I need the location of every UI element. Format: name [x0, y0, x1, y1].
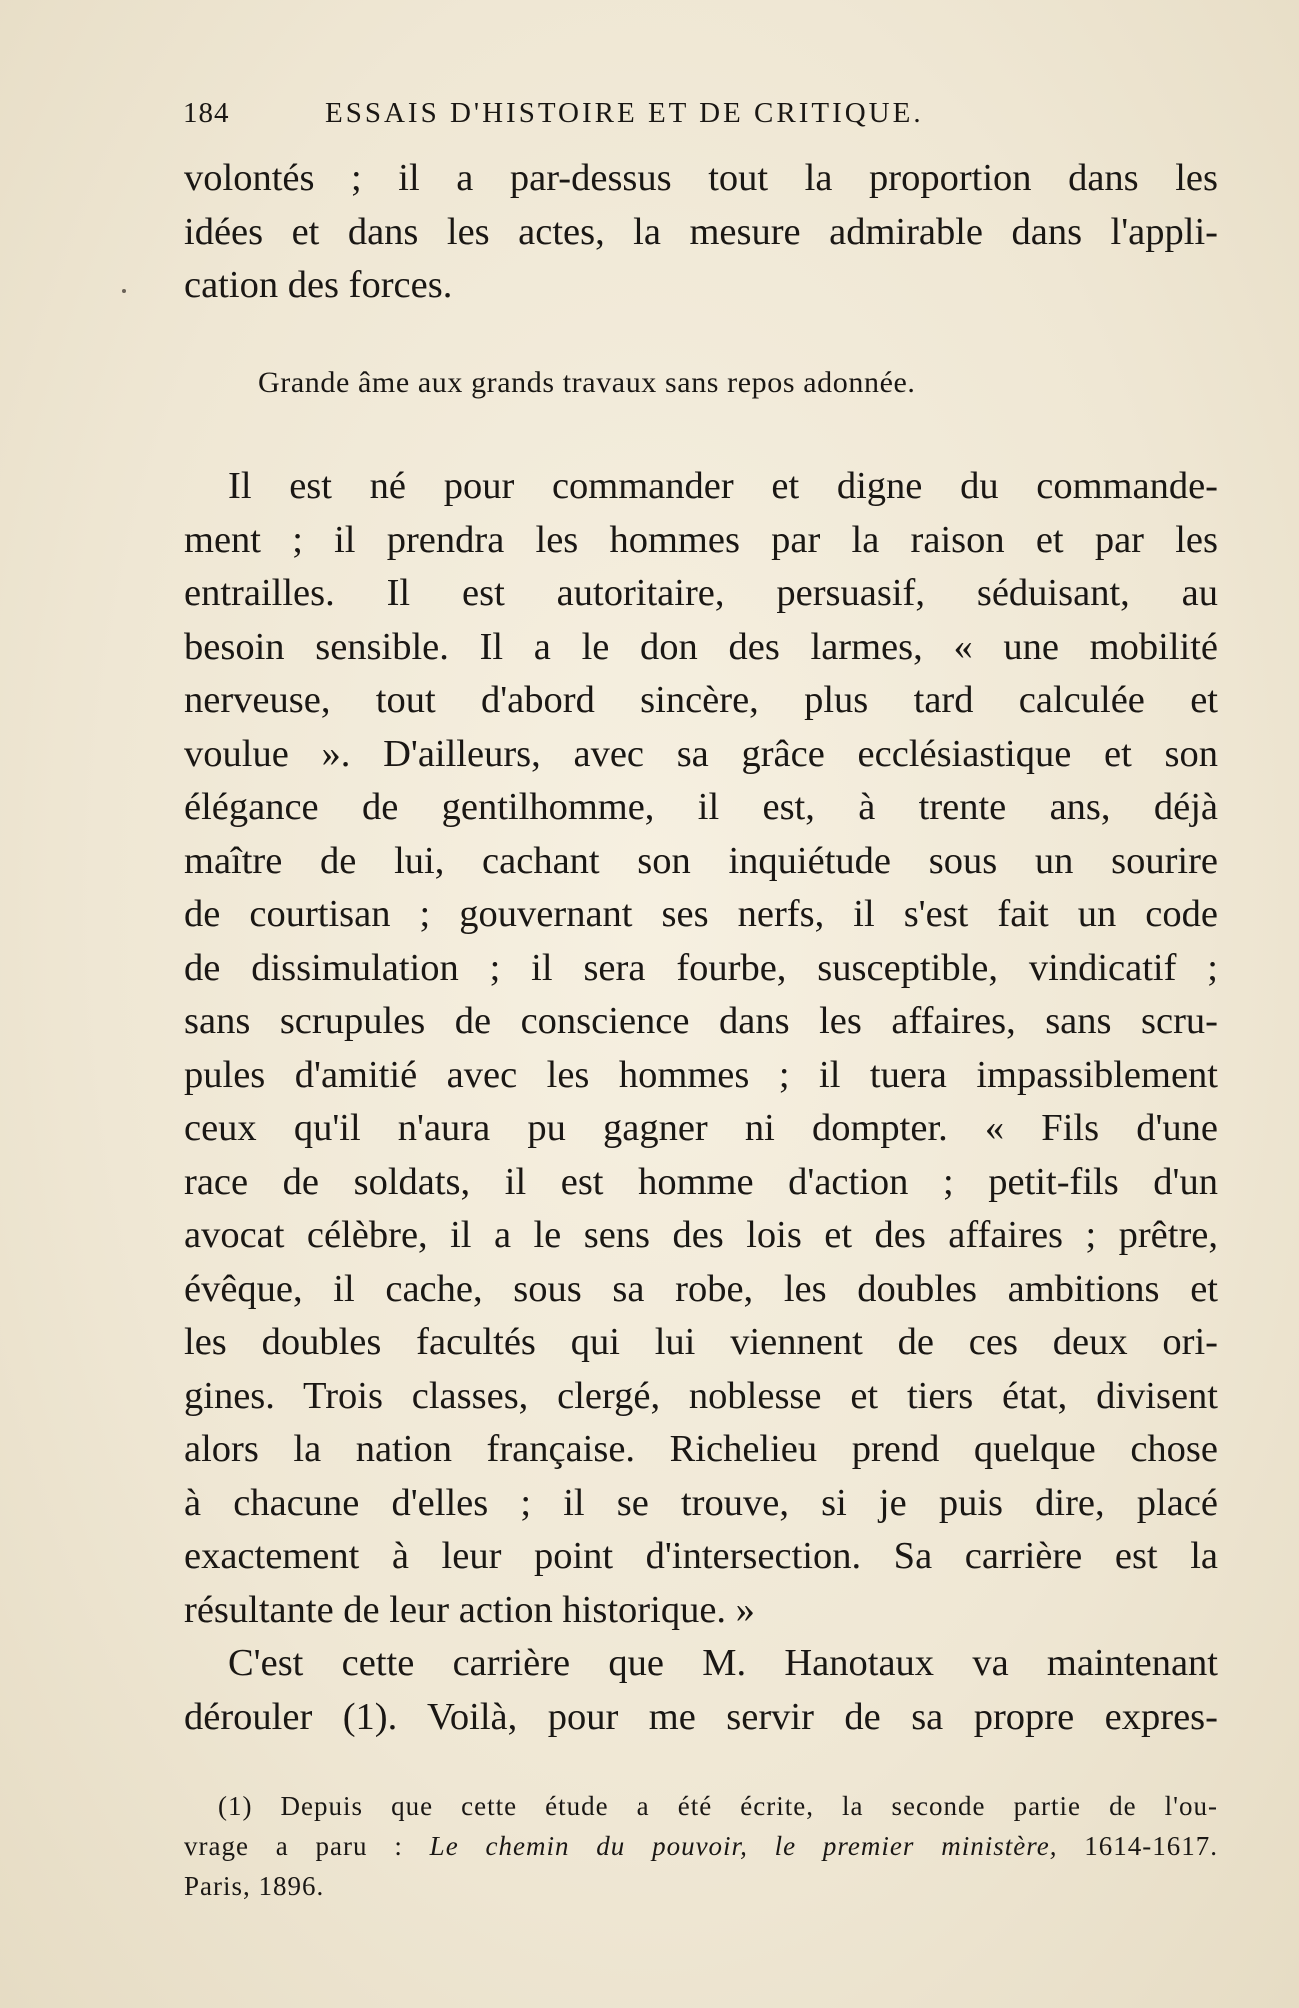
text-line: maître de lui, cachant son inquiétude sous un sourire	[184, 839, 1218, 882]
running-title: ESSAIS D'HISTOIRE ET DE CRITIQUE.	[325, 97, 924, 129]
text-line: ceux qu'il n'aura pu gagner ni dompter. « Fils d'une	[184, 1107, 1218, 1149]
footnote-line	[184, 1826, 1218, 1866]
text-line: de courtisan ; gouvernant ses nerfs, il s'est fait un code	[184, 893, 1218, 935]
footnote-text: 1614-1617.	[1057, 1831, 1219, 1861]
verse-quote: Grande âme aux grands travaux sans repos adonnée.	[258, 366, 916, 399]
footnote	[184, 1786, 1218, 1906]
text-line: volontés ; il a par-dessus tout la proportion dans les	[184, 157, 1218, 199]
text-line: entrailles. Il est autoritaire, persuasif, séduisant, au	[184, 572, 1218, 614]
paragraph-1	[184, 152, 1218, 313]
text-line: voulue ». D'ailleurs, avec sa grâce ecclésiastique et son	[184, 732, 1218, 775]
text-line: dérouler (1). Voilà, pour me servir de sa propre expres-	[184, 1695, 1218, 1738]
text-line: idées et dans les actes, la mesure admirable dans l'appli-	[184, 210, 1218, 253]
text-line: gines. Trois classes, clergé, noblesse et tiers état, divisent	[184, 1374, 1218, 1417]
running-header	[183, 93, 1073, 133]
text-line: évêque, il cache, sous sa robe, les doubles ambitions et	[184, 1267, 1218, 1310]
text-line: à chacune d'elles ; il se trouve, si je puis dire, placé	[184, 1481, 1218, 1524]
text-line: pules d'amitié avec les hommes ; il tuera impassiblement	[184, 1053, 1218, 1096]
text-line: Il est né pour commander et digne du commande-	[228, 465, 1218, 507]
text-line: besoin sensible. Il a le don des larmes, « une mobilité	[184, 625, 1218, 668]
footnote-text: vrage a paru :	[184, 1831, 430, 1861]
page-number: 184	[183, 97, 230, 129]
text-line: ment ; il prendra les hommes par la raison et par les	[184, 518, 1218, 561]
text-line: avocat célèbre, il a le sens des lois et des affaires ; prêtre,	[184, 1214, 1218, 1256]
text-line: exactement à leur point d'intersection. Sa carrière est la	[184, 1535, 1218, 1577]
text-line: sans scrupules de conscience dans les affaires, sans scru-	[184, 1000, 1218, 1042]
footnote-line: Paris, 1896.	[184, 1871, 325, 1901]
text-line: nerveuse, tout d'abord sincère, plus tard calculée et	[184, 679, 1218, 721]
footnote-line: (1) Depuis que cette étude a été écrite, la seconde partie de l'ou-	[218, 1791, 1218, 1821]
paragraph-2	[184, 460, 1218, 1744]
text-line: les doubles facultés qui lui viennent de ces deux ori-	[184, 1321, 1218, 1363]
text-line: C'est cette carrière que M. Hanotaux va maintenant	[228, 1642, 1218, 1684]
text-line: de dissimulation ; il sera fourbe, susceptible, vindicatif ;	[184, 946, 1218, 989]
margin-dot	[122, 289, 126, 293]
text-line: cation des forces.	[184, 264, 453, 306]
text-line: race de soldats, il est homme d'action ; petit-fils d'un	[184, 1160, 1218, 1203]
text-line: élégance de gentilhomme, il est, à trente ans, déjà	[184, 786, 1218, 828]
text-line: alors la nation française. Richelieu prend quelque chose	[184, 1428, 1218, 1470]
text-line: résultante de leur action historique. »	[184, 1588, 755, 1631]
footnote-book-title: Le chemin du pouvoir, le premier ministère,	[429, 1831, 1058, 1861]
